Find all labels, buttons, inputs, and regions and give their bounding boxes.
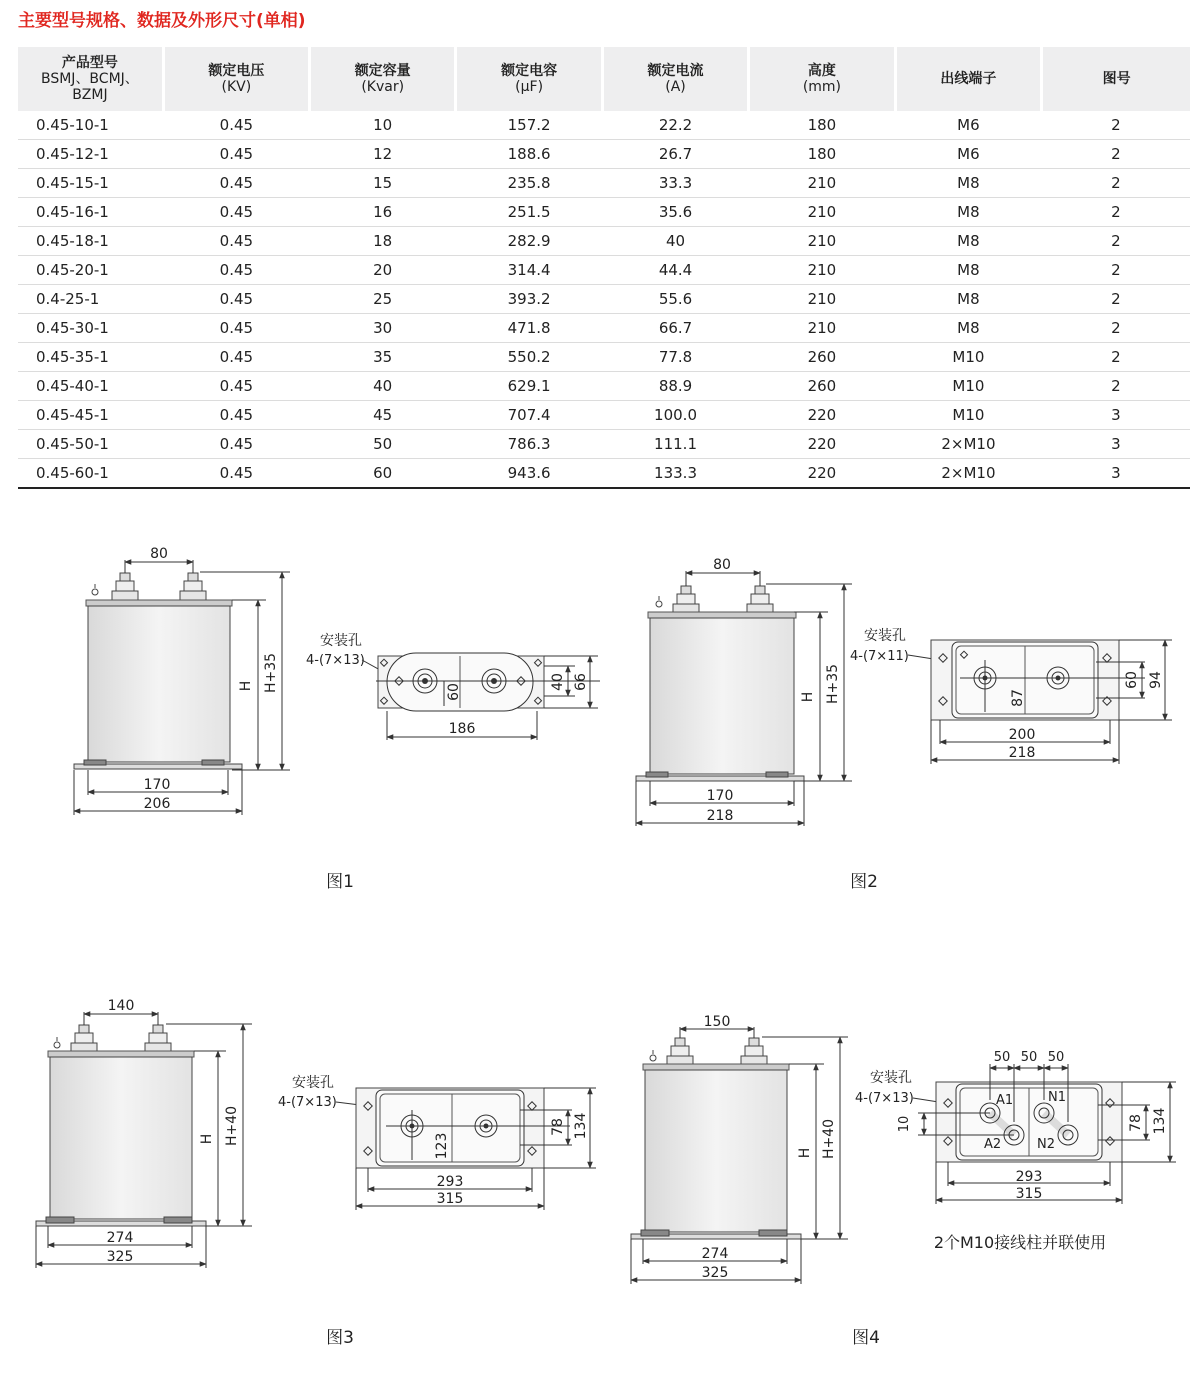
table-cell: 33.3: [602, 169, 748, 198]
column-header-name: 高度: [807, 63, 836, 79]
figure-4: [631, 1014, 1176, 1348]
column-header-name: 出线端子: [940, 71, 997, 87]
table-cell: 15: [309, 169, 455, 198]
table-cell: 251.5: [456, 198, 602, 227]
terminal-right: [145, 1025, 171, 1053]
fig3-dim-center: 123: [434, 1132, 450, 1160]
fig1-hole-label: 安装孔: [320, 633, 362, 649]
table-cell: 157.2: [456, 111, 602, 140]
table-cell: 786.3: [456, 430, 602, 459]
table-cell: 20: [309, 256, 455, 285]
fig1-hole-spec: 4-(7×13): [306, 653, 365, 668]
column-header-subline: (mm): [802, 79, 842, 95]
table-cell: 210: [749, 169, 895, 198]
table-cell: 0.45-60-1: [18, 459, 163, 489]
fig1-base-outer: 206: [143, 796, 171, 812]
terminal-right: [180, 573, 206, 601]
table-cell: 210: [749, 227, 895, 256]
column-header-name: 图号: [1102, 71, 1131, 87]
table-cell: M8: [895, 256, 1042, 285]
fig3-terminal-spacing: 140: [107, 998, 135, 1014]
table-cell: 0.45-20-1: [18, 256, 163, 285]
column-header-name: 产品型号: [61, 55, 118, 71]
fig1-dim-b: 66: [573, 673, 589, 691]
column-header-subline: (KV): [221, 79, 252, 95]
table-cell: 220: [749, 401, 895, 430]
table-cell: M8: [895, 198, 1042, 227]
fig3-height: H: [199, 1133, 215, 1145]
table-cell: 0.45: [163, 285, 309, 314]
table-cell: 2×M10: [895, 430, 1042, 459]
fig4-spacing-3: 50: [1047, 1050, 1065, 1065]
table-cell: 0.45: [163, 459, 309, 489]
column-header-subline: BZMJ: [72, 87, 108, 103]
table-cell: 220: [749, 430, 895, 459]
table-cell: 3: [1042, 401, 1190, 430]
terminal-left: [112, 573, 138, 601]
table-cell: 707.4: [456, 401, 602, 430]
terminal-left: [667, 1038, 693, 1066]
capacitor-body: [50, 1057, 192, 1219]
table-cell: 0.45-12-1: [18, 140, 163, 169]
fig4-spacing-1: 50: [993, 1050, 1011, 1065]
table-cell: 0.45-50-1: [18, 430, 163, 459]
table-cell: 210: [749, 285, 895, 314]
table-cell: 2: [1042, 169, 1190, 198]
fig2-height: H: [800, 691, 816, 703]
table-cell: 0.45: [163, 401, 309, 430]
fig2-base-outer: 218: [706, 808, 734, 824]
table-cell: M8: [895, 285, 1042, 314]
fig3-base-inner: 274: [106, 1230, 134, 1246]
fig4-terminal-spacing: 150: [703, 1014, 731, 1030]
table-cell: 3: [1042, 459, 1190, 489]
fig3-hole-label: 安装孔: [292, 1075, 334, 1091]
fig4-base-outer: 325: [701, 1265, 729, 1281]
table-cell: 282.9: [456, 227, 602, 256]
fig3-dim-b: 134: [573, 1112, 589, 1140]
table-cell: 0.4-25-1: [18, 285, 163, 314]
table-cell: 2×M10: [895, 459, 1042, 489]
figure-3: [36, 998, 596, 1348]
table-cell: 0.45-35-1: [18, 343, 163, 372]
table-cell: 40: [602, 227, 748, 256]
figure-1: [74, 546, 600, 892]
table-cell: 0.45: [163, 343, 309, 372]
fig2-base-inner: 170: [706, 788, 734, 804]
table-cell: M10: [895, 401, 1042, 430]
table-cell: 66.7: [602, 314, 748, 343]
table-cell: 210: [749, 256, 895, 285]
table-cell: 220: [749, 459, 895, 489]
fig2-terminal-spacing: 80: [713, 557, 731, 573]
table-cell: 0.45-40-1: [18, 372, 163, 401]
table-cell: 943.6: [456, 459, 602, 489]
table-cell: 60: [309, 459, 455, 489]
fig2-hole-spec: 4-(7×11): [850, 649, 909, 664]
fig2-plate-inner: 200: [1008, 727, 1036, 743]
fig2-plate-outer: 218: [1008, 745, 1036, 761]
table-cell: 550.2: [456, 343, 602, 372]
table-cell: 88.9: [602, 372, 748, 401]
table-cell: 44.4: [602, 256, 748, 285]
table-cell: 40: [309, 372, 455, 401]
fig1-plate-width: 186: [448, 721, 476, 737]
table-cell: 0.45: [163, 140, 309, 169]
fig1-terminal-spacing: 80: [150, 546, 168, 562]
table-cell: 0.45: [163, 372, 309, 401]
fig3-base-outer: 325: [106, 1249, 134, 1265]
fig4-hole-label: 安装孔: [870, 1070, 912, 1086]
table-cell: 2: [1042, 285, 1190, 314]
table-cell: 314.4: [456, 256, 602, 285]
fig4-terminal-a2: A2: [984, 1137, 1002, 1152]
table-cell: 55.6: [602, 285, 748, 314]
fig4-hole-spec: 4-(7×13): [855, 1091, 914, 1106]
table-cell: 0.45-15-1: [18, 169, 163, 198]
table-cell: 35: [309, 343, 455, 372]
capacitor-body: [650, 618, 794, 774]
fig4-terminal-n2: N2: [1037, 1137, 1055, 1152]
table-cell: 35.6: [602, 198, 748, 227]
table-cell: 2: [1042, 314, 1190, 343]
fig1-dim-a: 40: [550, 673, 566, 691]
fig2-dim-center: 87: [1010, 689, 1026, 707]
table-cell: 188.6: [456, 140, 602, 169]
capacitor-body: [88, 606, 230, 762]
table-cell: 210: [749, 314, 895, 343]
table-cell: 50: [309, 430, 455, 459]
column-header-name: 额定电流: [647, 63, 704, 79]
fig4-total-height: H+40: [821, 1118, 837, 1160]
terminal-right: [747, 586, 773, 614]
table-cell: 471.8: [456, 314, 602, 343]
table-cell: 0.45: [163, 430, 309, 459]
table-cell: 16: [309, 198, 455, 227]
table-cell: 0.45-16-1: [18, 198, 163, 227]
table-cell: 210: [749, 198, 895, 227]
fig3-total-height: H+40: [224, 1105, 240, 1147]
table-cell: 100.0: [602, 401, 748, 430]
fig4-dim-b: 134: [1152, 1107, 1168, 1135]
table-cell: 45: [309, 401, 455, 430]
table-cell: M10: [895, 372, 1042, 401]
table-cell: 629.1: [456, 372, 602, 401]
fig4-dim-small: 10: [897, 1115, 912, 1133]
column-header-subline: (μF): [515, 79, 544, 95]
table-cell: 0.45: [163, 227, 309, 256]
fig4-plate-inner: 293: [1015, 1169, 1043, 1185]
table-cell: M8: [895, 314, 1042, 343]
table-cell: 180: [749, 140, 895, 169]
table-cell: 180: [749, 111, 895, 140]
fig4-terminal-a1: A1: [996, 1093, 1014, 1108]
table-cell: 2: [1042, 227, 1190, 256]
table-cell: 2: [1042, 111, 1190, 140]
table-cell: 0.45: [163, 314, 309, 343]
table-cell: 133.3: [602, 459, 748, 489]
fig3-hole-spec: 4-(7×13): [278, 1095, 337, 1110]
fig4-dim-a: 78: [1128, 1114, 1144, 1132]
fig1-base-inner: 170: [143, 777, 171, 793]
table-cell: M6: [895, 111, 1042, 140]
terminal-right: [741, 1038, 767, 1066]
page-title: 主要型号规格、数据及外形尺寸(单相): [18, 11, 306, 31]
table-cell: 0.45-10-1: [18, 111, 163, 140]
table-cell: 0.45-18-1: [18, 227, 163, 256]
table-cell: 0.45-45-1: [18, 401, 163, 430]
table-cell: M8: [895, 169, 1042, 198]
fig3-plate-inner: 293: [436, 1174, 464, 1190]
table-cell: 2: [1042, 140, 1190, 169]
fig4-caption: 图4: [852, 1328, 880, 1348]
fig1-height: H: [238, 680, 254, 692]
table-cell: M8: [895, 227, 1042, 256]
fig2-caption: 图2: [850, 872, 878, 892]
table-cell: 0.45: [163, 198, 309, 227]
table-cell: 2: [1042, 256, 1190, 285]
column-header-subline: BSMJ、BCMJ、: [40, 71, 139, 87]
table-cell: 30: [309, 314, 455, 343]
fig1-dim-center: 60: [446, 683, 462, 701]
fig2-hole-label: 安装孔: [864, 628, 906, 644]
fig4-height: H: [797, 1147, 813, 1159]
column-header-name: 额定电容: [501, 63, 558, 79]
table-cell: 235.8: [456, 169, 602, 198]
terminal-left: [71, 1025, 97, 1053]
column-header-name: 额定电压: [208, 63, 265, 79]
table-cell: 10: [309, 111, 455, 140]
fig4-terminal-n1: N1: [1048, 1090, 1066, 1105]
column-header-subline: (A): [665, 79, 686, 95]
fig1-caption: 图1: [326, 872, 354, 892]
table-cell: 2: [1042, 343, 1190, 372]
fig3-plate-outer: 315: [436, 1191, 464, 1207]
table-cell: 0.45: [163, 111, 309, 140]
capacitor-body: [645, 1070, 787, 1232]
table-cell: M6: [895, 140, 1042, 169]
fig4-note: 2个M10接线柱并联使用: [933, 1233, 1107, 1252]
table-cell: 3: [1042, 430, 1190, 459]
table-cell: 2: [1042, 372, 1190, 401]
table-cell: 0.45: [163, 256, 309, 285]
fig2-total-height: H+35: [825, 663, 841, 705]
table-cell: 22.2: [602, 111, 748, 140]
fig3-dim-a: 78: [550, 1118, 566, 1136]
table-cell: 2: [1042, 198, 1190, 227]
table-cell: 0.45: [163, 169, 309, 198]
fig2-dim-b: 94: [1148, 671, 1164, 689]
figure-2: [636, 557, 1172, 892]
fig4-base-inner: 274: [701, 1246, 729, 1262]
table-cell: 260: [749, 372, 895, 401]
fig4-plate-outer: 315: [1015, 1186, 1043, 1202]
table-cell: 12: [309, 140, 455, 169]
fig2-dim-a: 60: [1124, 671, 1140, 689]
terminal-left: [673, 586, 699, 614]
table-cell: 77.8: [602, 343, 748, 372]
table-cell: 26.7: [602, 140, 748, 169]
table-cell: 393.2: [456, 285, 602, 314]
table-cell: 25: [309, 285, 455, 314]
table-cell: 18: [309, 227, 455, 256]
fig4-spacing-2: 50: [1020, 1050, 1038, 1065]
table-cell: 0.45-30-1: [18, 314, 163, 343]
column-header-subline: (Kvar): [361, 79, 405, 95]
column-header-name: 额定容量: [354, 63, 411, 79]
fig1-total-height: H+35: [263, 652, 279, 694]
table-cell: M10: [895, 343, 1042, 372]
fig3-caption: 图3: [326, 1328, 354, 1348]
table-cell: 111.1: [602, 430, 748, 459]
table-cell: 260: [749, 343, 895, 372]
